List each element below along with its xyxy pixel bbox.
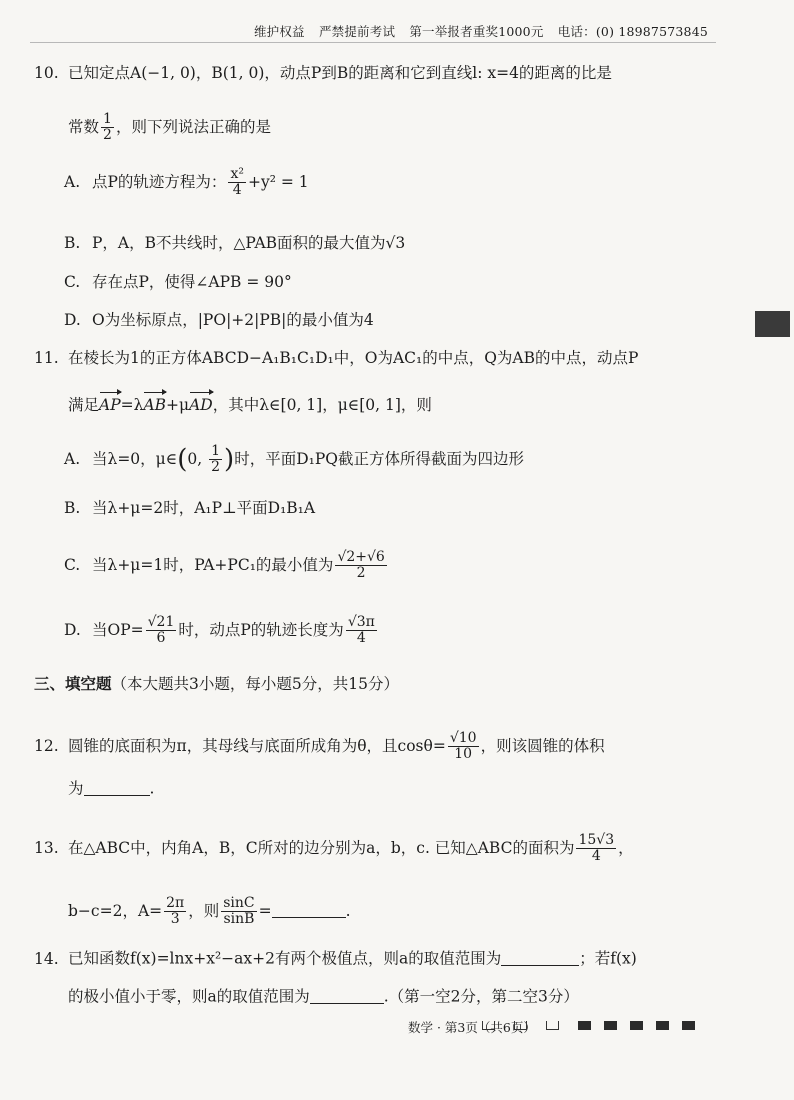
- denominator: 4: [356, 630, 366, 647]
- q13-stem-text: .: [345, 901, 351, 920]
- q14-stem-text: 已知函数f(x)=lnx+x²−ax+2有两个极值点，则a的取值范围为: [68, 949, 502, 968]
- option-text: 当λ+μ=2时，A₁P⊥平面D₁B₁A: [92, 499, 316, 517]
- question-number: 12.: [34, 736, 59, 755]
- q12-stem-text: ，则该圆锥的体积: [480, 736, 605, 755]
- numerator: √2+√6: [337, 549, 385, 565]
- page-indicator-filled: [682, 1021, 695, 1030]
- q10-option-a: [64, 167, 309, 199]
- question-number: 11.: [34, 349, 59, 367]
- denominator: 6: [156, 630, 166, 647]
- denominator: 4: [591, 848, 601, 865]
- q10-option-c: [64, 273, 292, 292]
- numerator: 15√3: [578, 832, 615, 848]
- q12-stem-text: 为: [68, 779, 84, 798]
- question-number: 13.: [34, 838, 59, 857]
- q11-stem-text: 满足: [68, 396, 100, 414]
- option-text: 当OP=: [92, 620, 144, 639]
- q11-option-b: [64, 499, 315, 518]
- fraction: [346, 615, 377, 647]
- option-label: B.: [64, 499, 81, 517]
- q13-stem-line1: [34, 833, 634, 865]
- q12-stem-text: 圆锥的底面积为π，其母线与底面所成角为θ，且cosθ=: [68, 736, 446, 755]
- option-label: B.: [64, 234, 81, 252]
- option-label: D.: [64, 311, 81, 329]
- page-edge-marker: [755, 311, 790, 337]
- page-indicator-filled: [656, 1021, 669, 1030]
- q11-stem-line2: [68, 396, 432, 415]
- q14-stem-text: 的极小值小于零，则a的取值范围为: [68, 987, 310, 1006]
- numerator: √10: [449, 730, 477, 746]
- vector-ad: AD: [189, 396, 213, 414]
- option-text: 当λ=0，μ∈: [92, 449, 178, 468]
- fraction: [335, 550, 386, 582]
- denominator: 2: [211, 459, 221, 476]
- section-heading: [34, 675, 399, 694]
- fraction: [164, 896, 186, 928]
- vector-ap: AP: [99, 396, 121, 414]
- denominator: sinB: [223, 911, 255, 928]
- page-indicator-filled: [630, 1021, 643, 1030]
- answer-blank[interactable]: [84, 779, 150, 796]
- answer-blank[interactable]: [272, 901, 346, 918]
- page-indicator-filled: [578, 1021, 591, 1030]
- fraction: [228, 167, 246, 199]
- q14-stem-line2: [68, 987, 579, 1006]
- page-indicator-empty: [482, 1021, 495, 1030]
- option-text: 时，动点P的轨迹长度为: [178, 620, 344, 639]
- q13-stem-text: =: [258, 901, 272, 920]
- denominator: 2: [356, 565, 366, 582]
- answer-blank[interactable]: [310, 987, 384, 1004]
- answer-blank[interactable]: [501, 949, 579, 966]
- q11-stem-text: ，其中λ∈[0, 1]，μ∈[0, 1]，则: [212, 396, 432, 414]
- option-text: O为坐标原点，|PO|+2|PB|的最小值为4: [92, 311, 374, 329]
- q10-option-b: [64, 234, 405, 253]
- option-text: +y² = 1: [247, 172, 309, 191]
- option-label: A.: [64, 172, 81, 191]
- page-header: [254, 22, 708, 40]
- q11-option-d: [64, 615, 379, 647]
- denominator: 4: [232, 182, 242, 199]
- option-text: 时，平面D₁PQ截正方体所得截面为四边形: [234, 449, 524, 468]
- q12-stem-line1: [34, 731, 605, 763]
- q14-stem-text: ；若f(x): [579, 949, 637, 968]
- denominator: 3: [170, 911, 180, 928]
- vector-ab: AB: [143, 396, 167, 414]
- header-item: 电话：(0) 18987573845: [557, 24, 708, 39]
- fraction: [576, 833, 616, 865]
- section-note: （本大题共3小题，每小题5分，共15分）: [111, 675, 399, 693]
- q11-stem-text: 在棱长为1的正方体ABCD−A₁B₁C₁D₁中，O为AC₁的中点，Q为AB的中点，动点P: [68, 349, 639, 367]
- q10-stem-line1: [34, 64, 612, 83]
- denominator: 2: [103, 127, 112, 144]
- fraction: [146, 615, 177, 647]
- option-label: C.: [64, 273, 81, 291]
- numerator: 2π: [166, 895, 185, 911]
- fraction: [209, 444, 222, 476]
- q12-stem-line2: [68, 779, 154, 798]
- fraction: [221, 896, 256, 928]
- q14-stem-text: .（第一空2分，第二空3分）: [383, 987, 579, 1006]
- page-indicator-filled: [604, 1021, 617, 1030]
- question-number: 10.: [34, 64, 59, 82]
- header-item: 严禁提前考试: [318, 24, 396, 39]
- q10-stem-text: 常数: [68, 117, 100, 136]
- q13-stem-text: b−c=2，A=: [68, 901, 163, 920]
- option-text: 点P的轨迹方程为：: [92, 172, 227, 191]
- numerator: 1: [103, 111, 112, 127]
- numerator: 1: [211, 443, 221, 459]
- q10-option-d: [64, 311, 374, 330]
- fraction: [101, 112, 114, 144]
- option-label: C.: [64, 555, 81, 574]
- option-text: P，A，B不共线时，△PAB面积的最大值为√3: [92, 234, 406, 252]
- option-text: 存在点P，使得∠APB = 90°: [92, 273, 292, 291]
- numerator: √21: [147, 614, 175, 630]
- option-text: 当λ+μ=1时，PA+PC₁的最小值为: [92, 555, 334, 574]
- section-title: 三、填空题: [34, 674, 112, 693]
- q13-stem-line2: [68, 896, 351, 928]
- q10-stem-text: ，则下列说法正确的是: [115, 117, 271, 136]
- option-label: D.: [64, 620, 81, 639]
- q13-stem-text: ，: [618, 838, 634, 857]
- option-label: A.: [64, 449, 81, 468]
- header-item: 维护权益: [253, 24, 305, 39]
- q10-stem-text: 已知定点A(−1, 0)，B(1, 0)，动点P到B的距离和它到直线l: x=4的距离的比是: [68, 64, 612, 82]
- q10-stem-line2: [68, 112, 271, 144]
- q13-stem-text: 在△ABC中，内角A，B，C所对的边分别为a，b，c. 已知△ABC的面积为: [68, 838, 575, 857]
- denominator: 10: [454, 746, 473, 763]
- fraction: [448, 731, 479, 763]
- page-indicator-empty: [546, 1021, 559, 1030]
- q12-stem-text: .: [149, 779, 155, 798]
- header-divider: [30, 42, 716, 43]
- numerator: sinC: [223, 895, 255, 911]
- q11-option-c: [64, 550, 389, 582]
- numerator: x²: [230, 166, 244, 182]
- q11-stem-line1: [34, 349, 638, 368]
- page-indicator-empty: [514, 1021, 527, 1030]
- numerator: √3π: [347, 614, 375, 630]
- q11-stem-text: =λ: [120, 396, 144, 414]
- q11-stem-text: +μ: [166, 396, 190, 414]
- q13-stem-text: ，则: [188, 901, 220, 920]
- q14-stem-line1: [34, 949, 637, 968]
- header-item: 第一举报者重奖1000元: [409, 24, 544, 39]
- question-number: 14.: [34, 949, 59, 968]
- q11-option-a: A. 当λ=0，μ∈(0, $\frac{1}{2}$ )时，平面D₁PQ截正方体所得截面为四边形: [64, 443, 524, 476]
- page-footer: 数学 · 第3页（共6页）: [408, 1020, 536, 1035]
